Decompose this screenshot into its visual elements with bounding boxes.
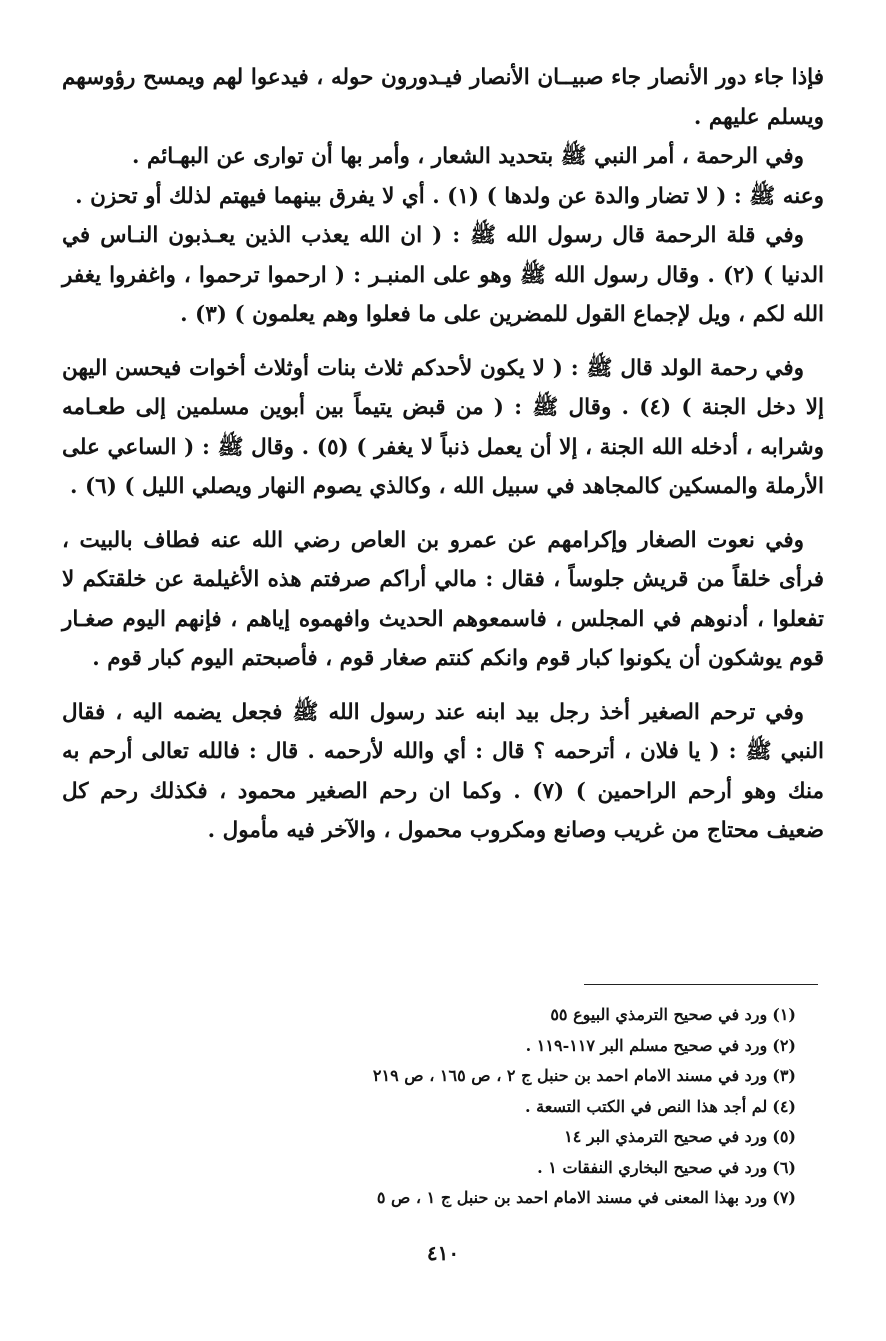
footnote-separator bbox=[584, 984, 818, 985]
paragraph: وفي قلة الرحمة قال رسول الله ﷺ : ( ان الله يعذب الذين يعـذبون النـاس في الدنيا ) (٢) . وقال رسول الله ﷺ وهو على المنبـر : ( ارحموا ترحموا ، واغفروا يغفر الله لكم ، ويل لإجماع القول للمضرين على ما فعلوا وهم يعلمون ) (٣) . bbox=[62, 223, 824, 327]
footnote-item bbox=[122, 1153, 796, 1184]
footnote-text: ورد في صحيح مسلم البر ١١٧-١١٩ . bbox=[525, 1035, 768, 1055]
footnote-item bbox=[122, 1000, 796, 1031]
footnote-number: (٣) bbox=[772, 1066, 796, 1085]
main-text bbox=[62, 58, 824, 851]
paragraph: وفي ترحم الصغير أخذ رجل بيد ابنه عند رسول الله ﷺ فجعل يضمه اليه ، فقال النبي ﷺ : ( يا فلان ، أترحمه ؟ قال : أي والله لأرحمه . قال : فالله تعالى أرحم به منك وهو أرحم الراحمين ) (٧) . وكما ان رحم الصغير محمود ، فكذلك رحم كل ضعيف محتاج من غريب وصانع ومكروب محمول ، والآخر فيه مأمول . bbox=[62, 699, 824, 843]
footnote-number: (١) bbox=[772, 1005, 796, 1024]
paragraph: وفي رحمة الولد قال ﷺ : ( لا يكون لأحدكم ثلاث بنات أوثلاث أخوات فيحسن اليهن إلا دخل الجنة ) (٤) . وقال ﷺ : ( من قبض يتيماً بين أبوين مسلمين إلى طعـامه وشرابه ، أدخله الله الجنة ، إلا أن يعمل ذنباً لا يغفر ) (٥) . وقال ﷺ : ( الساعي على الأرملة والمسكين كالمجاهد في سبيل الله ، وكالذي يصوم النهار ويصلي الليل ) (٦) . bbox=[62, 355, 824, 499]
footnote-item bbox=[122, 1122, 796, 1153]
book-page bbox=[62, 58, 824, 1341]
page-number: ٤١٠ bbox=[426, 1241, 460, 1265]
footnote-text: ورد في صحيح الترمذي البيوع ٥٥ bbox=[550, 1005, 768, 1024]
footnote-number: (٦) bbox=[772, 1157, 796, 1177]
footnote-item bbox=[122, 1031, 796, 1062]
footnote-text: ورد في مسند الامام احمد بن حنبل ج ٢ ، ص ١٦٥ ، ص ٢١٩ bbox=[372, 1066, 768, 1085]
footnote-text: ورد في صحيح البخاري النفقات ١ . bbox=[537, 1157, 768, 1177]
footnote-item bbox=[122, 1183, 796, 1214]
footnote-number: (٤) bbox=[772, 1096, 796, 1116]
footnote-item bbox=[122, 1092, 796, 1123]
footnote-item bbox=[122, 1061, 796, 1092]
footnote-text: ورد في صحيح الترمذي البر ١٤ bbox=[564, 1127, 768, 1146]
paragraph: فإذا جاء دور الأنصار جاء صبيــان الأنصار فيـدورون حوله ، فيدعوا لهم ويمسح رؤوسهم ويسلم عليهم . bbox=[62, 65, 824, 130]
footnote-number: (٧) bbox=[772, 1188, 796, 1207]
paragraph: وعنه ﷺ : ( لا تضار والدة عن ولدها ) (١) . أي لا يفرق بينهما فيهتم لذلك أو تحزن . bbox=[75, 183, 824, 209]
paragraph: وفي نعوت الصغار وإكرامهم عن عمرو بن العاص رضي الله عنه فطاف بالبيت ، فرأى خلقاً من قريش جلوساً ، فقال : مالي أراكم صرفتم هذه الأغيلمة عن خلقتكم لا تفعلوا ، أدنوهم في المجلس ، فاسمعوهم الحديث وافهموه إياهم ، فإنهم اليوم صغـار قوم يوشكون أن يكونوا كبار قوم وانكم كنتم صغار قوم ، فأصبحتم اليوم كبار قوم . bbox=[62, 527, 824, 671]
footnote-text: لم أجد هذا النص في الكتب التسعة . bbox=[525, 1096, 768, 1116]
paragraph: وفي الرحمة ، أمر النبي ﷺ بتحديد الشعار ، وأمر بها أن توارى عن البهـائم . bbox=[132, 144, 804, 169]
footnote-number: (٥) bbox=[772, 1127, 796, 1146]
footnote-text: ورد بهذا المعنى في مسند الامام احمد بن حنبل ج ١ ، ص ٥ bbox=[376, 1188, 768, 1207]
footnote-number: (٢) bbox=[772, 1035, 796, 1055]
footnotes bbox=[122, 1000, 796, 1214]
